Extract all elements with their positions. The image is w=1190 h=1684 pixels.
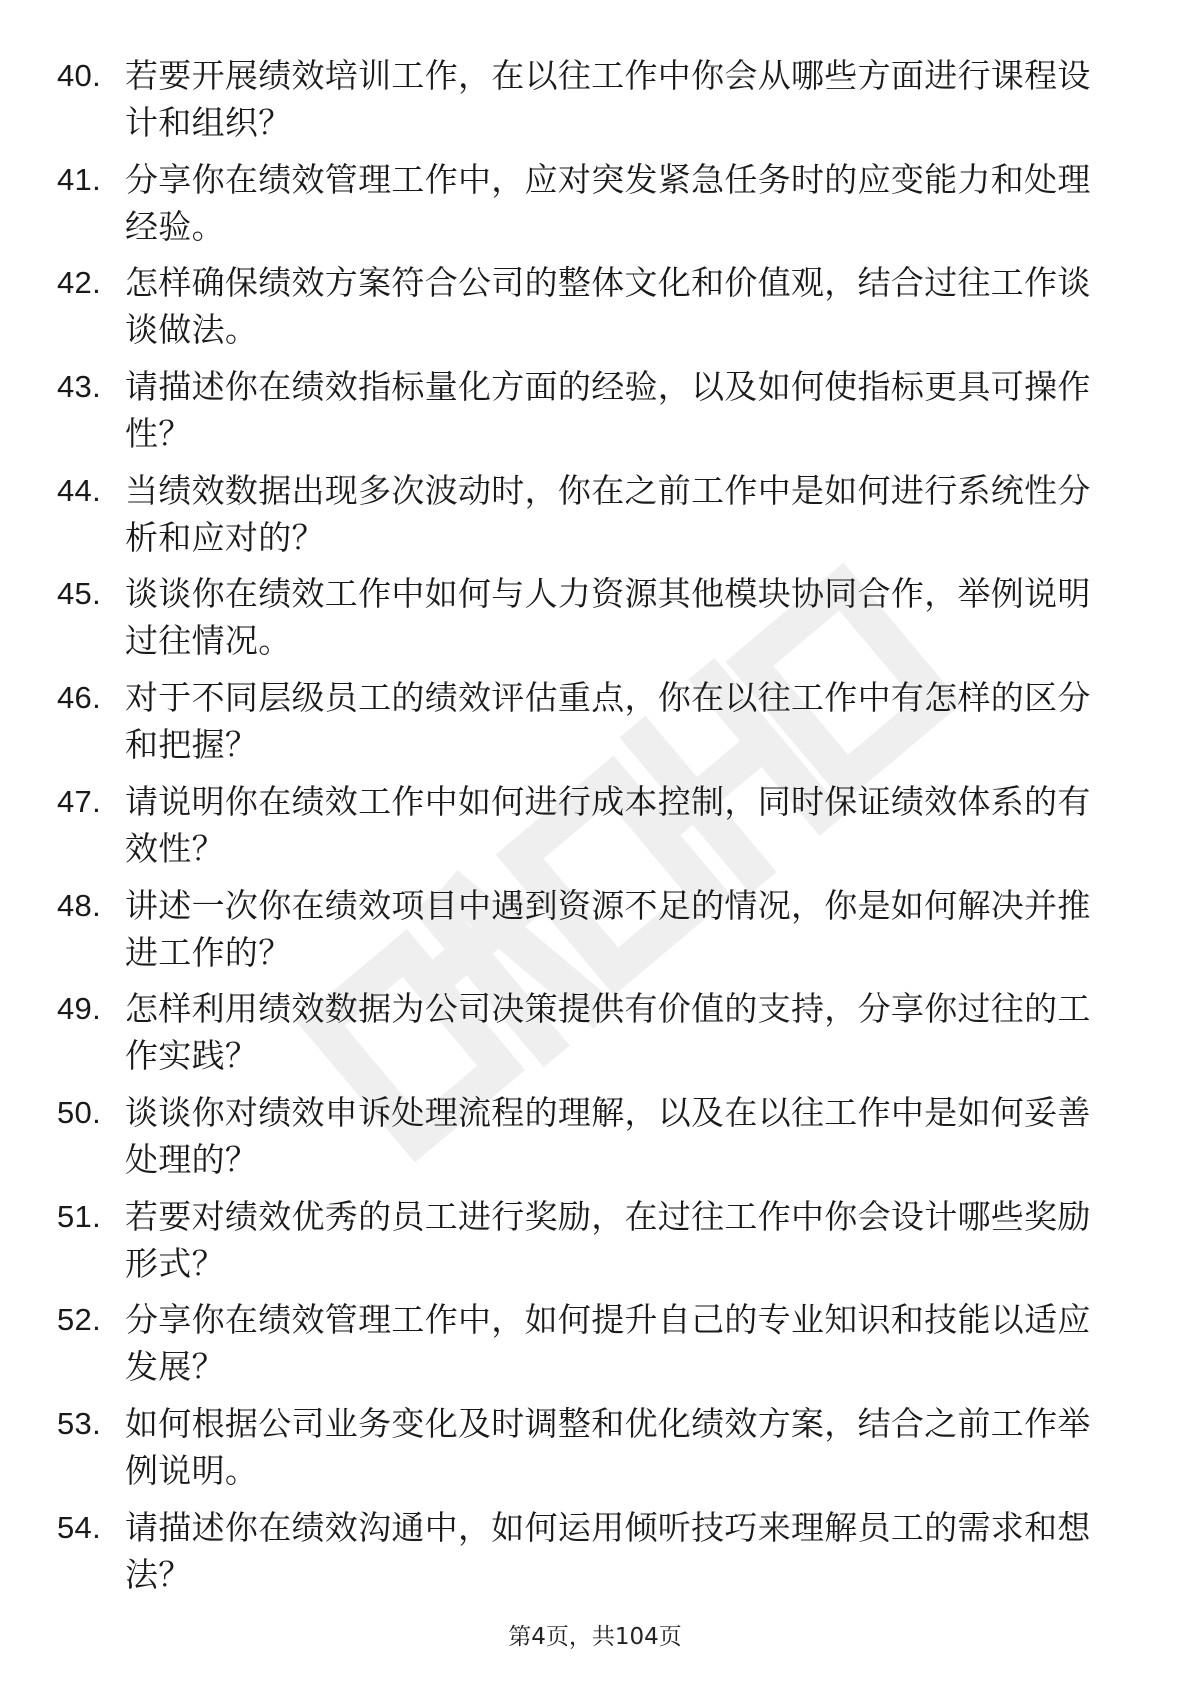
question-number: 54. (57, 1509, 101, 1545)
list-item (57, 778, 1107, 872)
list-item (57, 882, 1107, 976)
list-item (57, 52, 1107, 146)
question-number: 48. (57, 887, 101, 923)
question-text: 讲述一次你在绩效项目中遇到资源不足的情况，你是如何解决并推进工作的？ (125, 885, 1091, 972)
question-number: 43. (57, 369, 101, 405)
question-text: 分享你在绩效管理工作中，应对突发紧急任务时的应变能力和处理经验。 (125, 159, 1091, 246)
question-number: 42. (57, 265, 101, 301)
question-number: 50. (57, 1094, 101, 1130)
list-item (57, 985, 1107, 1079)
list-item (57, 1089, 1107, 1183)
question-text: 谈谈你对绩效申诉处理流程的理解，以及在以往工作中是如何妥善处理的？ (125, 1092, 1091, 1179)
question-number: 51. (57, 1198, 101, 1234)
list-item (57, 259, 1107, 353)
question-text: 谈谈你在绩效工作中如何与人力资源其他模块协同合作，举例说明过往情况。 (125, 574, 1091, 661)
question-text: 怎样确保绩效方案符合公司的整体文化和价值观，结合过往工作谈谈做法。 (125, 263, 1091, 350)
question-text: 若要开展绩效培训工作，在以往工作中你会从哪些方面进行课程设计和组织？ (125, 56, 1091, 142)
question-number: 44. (57, 472, 101, 508)
question-number: 46. (57, 680, 101, 716)
list-item (57, 467, 1107, 561)
list-item (57, 1504, 1107, 1598)
question-text: 怎样利用绩效数据为公司决策提供有价值的支持，分享你过往的工作实践？ (125, 989, 1091, 1076)
question-number: 41. (57, 161, 101, 197)
question-number: 47. (57, 783, 101, 819)
question-number: 53. (57, 1405, 101, 1441)
question-number: 40. (57, 58, 101, 93)
question-text: 若要对绩效优秀的员工进行奖励，在过往工作中你会设计哪些奖励形式？ (125, 1196, 1091, 1283)
list-item (57, 570, 1107, 664)
question-text: 请描述你在绩效沟通中，如何运用倾听技巧来理解员工的需求和想法？ (125, 1507, 1091, 1594)
question-text: 分享你在绩效管理工作中，如何提升自己的专业知识和技能以适应发展？ (125, 1300, 1091, 1387)
page-number-label: 第4页，共104页 (508, 1624, 682, 1650)
list-item (57, 156, 1107, 250)
list-item (57, 1296, 1107, 1390)
list-item (57, 1400, 1107, 1494)
question-text: 当绩效数据出现多次波动时，你在之前工作中是如何进行系统性分析和应对的？ (125, 470, 1091, 557)
question-text: 如何根据公司业务变化及时调整和优化绩效方案，结合之前工作举例说明。 (125, 1403, 1091, 1490)
question-number: 52. (57, 1302, 101, 1338)
list-item (57, 674, 1107, 768)
list-item (57, 363, 1107, 457)
question-text: 对于不同层级员工的绩效评估重点，你在以往工作中有怎样的区分和把握？ (125, 678, 1091, 765)
list-item (57, 1193, 1107, 1287)
page-footer (0, 1618, 1190, 1651)
question-number: 49. (57, 991, 101, 1027)
question-text: 请描述你在绩效指标量化方面的经验，以及如何使指标更具可操作性？ (125, 367, 1091, 454)
question-list (57, 52, 1107, 1607)
question-text: 请说明你在绩效工作中如何进行成本控制，同时保证绩效体系的有效性？ (125, 781, 1091, 868)
question-number: 45. (57, 576, 101, 612)
